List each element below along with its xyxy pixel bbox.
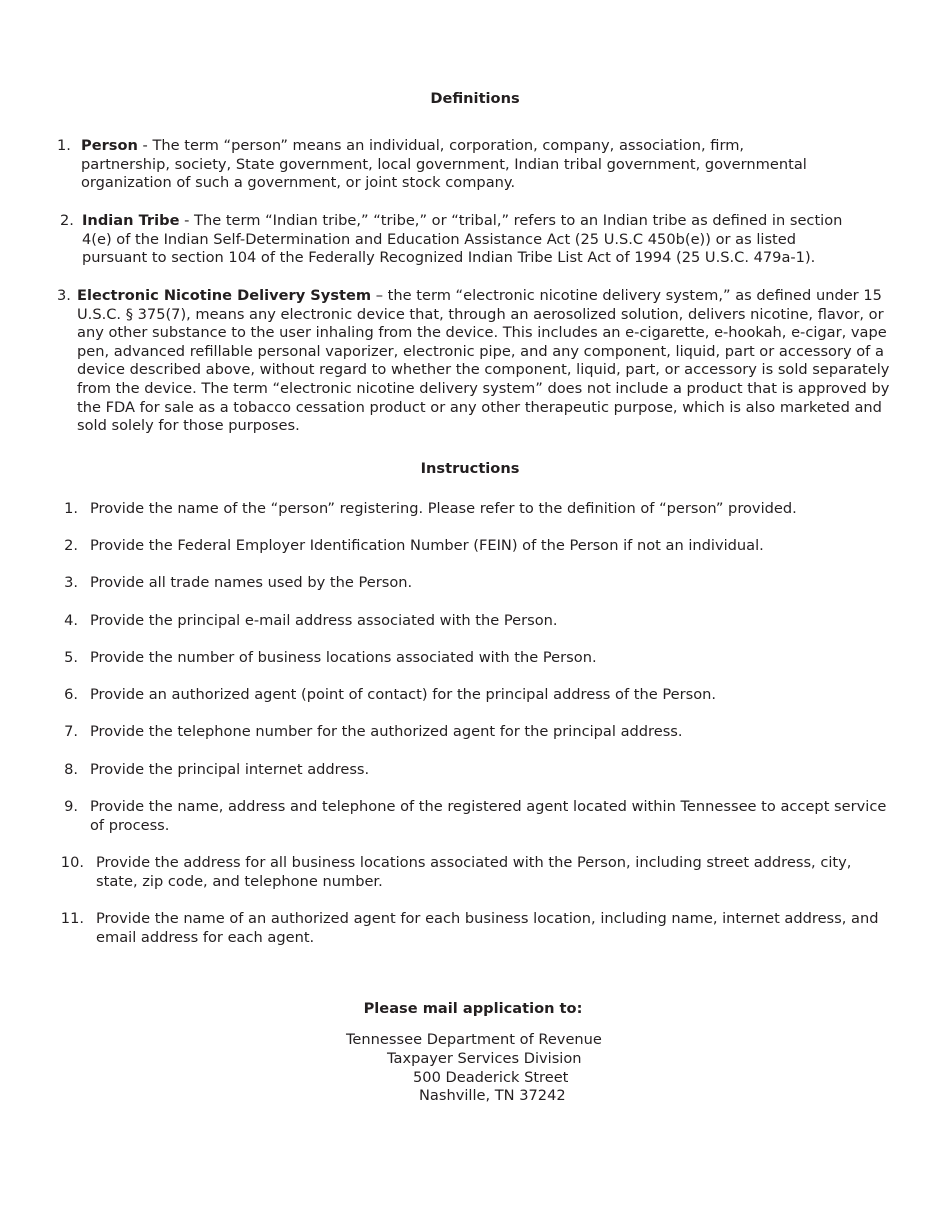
definition-person — [57, 137, 837, 193]
instruction-number: 11. — [60, 910, 84, 927]
mail-heading: Please mail application to: — [363, 1000, 583, 1017]
instructions-heading: Instructions — [420, 460, 520, 477]
instruction-text: Provide all trade names used by the Person. — [90, 574, 413, 591]
instruction-text: Provide the address for all business locations associated with the Person, including street address, city, state, zip code, and telephone number. — [96, 854, 852, 890]
definition-text: the term “electronic nicotine delivery system,” as defined under 15 U.S.C. § 375(7), means any electronic device that, through an aerosolized solution, delivers nicotine, flavor, or any other substance to the user inhaling from the device. This includes an e-cigarette, e-hookah, e-cigar, vape pen, advanced refillable personal vaporizer, electronic pipe, and any component, liquid, part or accessory of a device described above, without regard to whether the component, liquid, part, or accessory is sold separately from the device. The term “electronic nicotine delivery system” does not include a product that is approved by the FDA for sale as a tobacco cessation product or any other therapeutic purpose, which is also marketed and sold solely for those purposes. — [77, 287, 890, 435]
instruction-number: 5. — [64, 649, 78, 666]
definition-separator: - — [137, 137, 153, 154]
instruction-text: Provide the name, address and telephone of the registered agent located within Tennessee to accept service of process. — [90, 798, 887, 834]
instruction-number: 10. — [60, 854, 84, 871]
instruction-number: 6. — [64, 686, 78, 703]
instruction-text: Provide an authorized agent (point of contact) for the principal address of the Person. — [90, 686, 717, 703]
instruction-text: Provide the name of an authorized agent for each business location, including name, internet address, and email address for each agent. — [96, 910, 879, 946]
definition-term: Person — [81, 137, 138, 154]
definition-text: The term “person” means an individual, corporation, company, association, firm, partnership, society, State government, local government, Indian tribal government, governmental organization of such a government, or joint stock company. — [81, 137, 807, 192]
instruction-text: Provide the telephone number for the authorized agent for the principal address. — [90, 723, 683, 740]
instruction-text: Provide the principal internet address. — [90, 761, 370, 778]
instruction-text: Provide the number of business locations associated with the Person. — [90, 649, 597, 666]
definition-number: 2. — [60, 212, 74, 229]
definition-number: 3. — [57, 287, 71, 304]
definition-term: Electronic Nicotine Delivery System — [77, 287, 372, 304]
instruction-text: Provide the name of the “person” registering. Please refer to the definition of “person” provided. — [90, 500, 797, 517]
definition-ends — [57, 287, 897, 436]
instruction-number: 4. — [64, 612, 78, 629]
instruction-text: Provide the Federal Employer Identification Number (FEIN) of the Person if not an individual. — [90, 537, 764, 554]
instruction-number: 9. — [64, 798, 78, 815]
definition-separator: - — [179, 212, 195, 229]
definition-number: 1. — [57, 137, 71, 154]
definitions-heading: Definitions — [430, 90, 520, 107]
mailing-address-line: 500 Deaderick Street — [413, 1069, 569, 1086]
definition-separator: – — [371, 287, 388, 304]
instruction-number: 3. — [64, 574, 78, 591]
instruction-number: 8. — [64, 761, 78, 778]
definition-text: The term “Indian tribe,” “tribe,” or “tribal,” refers to an Indian tribe as defined in section 4(e) of the Indian Self-Determination and Education Assistance Act (25 U.S.C 450b(e)) or as listed pursuant to section 104 of the Federally Recognized Indian Tribe List Act of 1994 (25 U.S.C. 479a-1). — [82, 212, 843, 267]
instruction-number: 7. — [64, 723, 78, 740]
instruction-number: 2. — [64, 537, 78, 554]
instruction-number: 1. — [64, 500, 78, 517]
mailing-address-line: Taxpayer Services Division — [387, 1050, 582, 1067]
definition-term: Indian Tribe — [82, 212, 180, 229]
definition-indian-tribe — [60, 212, 860, 268]
mailing-address-line: Tennessee Department of Revenue — [346, 1031, 602, 1048]
instruction-text: Provide the principal e-mail address associated with the Person. — [90, 612, 558, 629]
mailing-address-line: Nashville, TN 37242 — [419, 1087, 566, 1104]
